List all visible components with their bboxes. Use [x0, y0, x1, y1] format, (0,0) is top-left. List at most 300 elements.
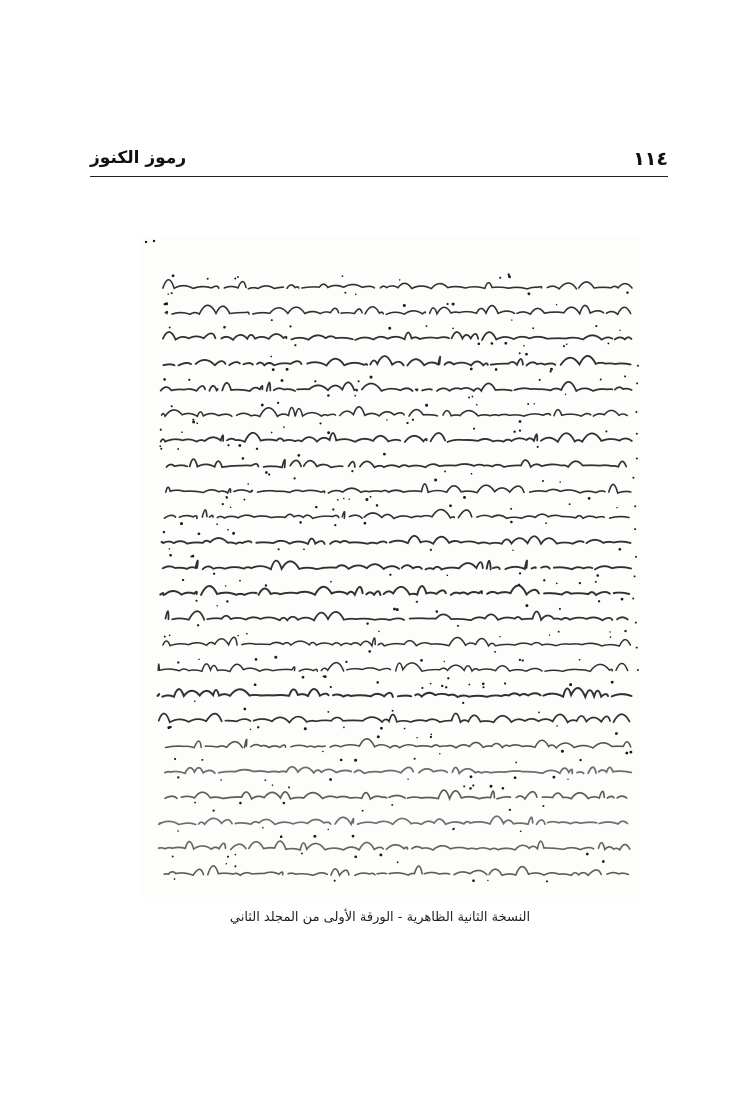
diacritic-dot: [452, 328, 454, 330]
figure-caption: النسخة الثانية الظاهرية - الورقة الأولى من المجلد الثاني: [229, 910, 531, 925]
diacritic-dot: [274, 656, 277, 659]
manuscript-stroke: [161, 637, 631, 646]
diacritic-dot: [414, 758, 416, 760]
diacritic-dot: [237, 276, 239, 278]
diacritic-dot: [379, 853, 382, 856]
diacritic-dot: [472, 879, 475, 882]
diacritic-dot: [473, 428, 475, 430]
diacritic-dot: [510, 508, 512, 510]
diacritic-dot: [181, 431, 183, 433]
manuscript-stroke: [162, 536, 631, 544]
diacritic-dot: [383, 453, 386, 456]
manuscript-line: [160, 477, 631, 501]
diacritic-dot: [490, 785, 493, 788]
diacritic-dot: [441, 685, 443, 687]
diacritic-dot: [602, 860, 605, 863]
diacritic-dot: [380, 727, 383, 730]
diacritic-dot: [388, 327, 391, 330]
diacritic-dot: [230, 506, 232, 508]
manuscript-stroke: [158, 561, 631, 570]
diacritic-dot: [407, 779, 408, 780]
diacritic-dot: [213, 573, 215, 575]
diacritic-dot: [301, 853, 303, 855]
diacritic-dot: [226, 497, 228, 499]
diacritic-dot: [177, 776, 179, 778]
manuscript-stroke: [160, 484, 631, 493]
running-header: [90, 148, 668, 174]
diacritic-dot: [393, 608, 396, 611]
manuscript-line: [155, 835, 630, 858]
diacritic-dot: [334, 880, 336, 882]
diacritic-dot: [354, 395, 356, 397]
diacritic-dot: [514, 776, 517, 779]
diacritic-dot: [549, 370, 551, 372]
diacritic-dot: [561, 750, 564, 753]
diacritic-dot: [527, 292, 530, 295]
diacritic-dot: [304, 727, 307, 730]
diacritic-dot: [232, 532, 235, 535]
diacritic-dot: [610, 636, 612, 638]
diacritic-dot: [342, 275, 344, 277]
diacritic-dot: [319, 422, 321, 424]
diacritic-dot: [392, 710, 394, 712]
manuscript-line: [159, 708, 630, 731]
diacritic-dot: [420, 659, 423, 662]
margin-mark: [634, 505, 636, 507]
diacritic-dot: [174, 758, 176, 760]
diacritic-dot: [625, 752, 628, 755]
diacritic-dot: [513, 431, 515, 433]
diacritic-dot: [327, 431, 330, 434]
margin-mark: [632, 598, 634, 600]
diacritic-dot: [519, 659, 521, 661]
manuscript-line: [166, 604, 628, 627]
diacritic-dot: [180, 522, 183, 525]
margin-mark: [636, 647, 638, 649]
manuscript-line: [162, 402, 628, 425]
diacritic-dot: [538, 711, 540, 713]
diacritic-dot: [163, 531, 165, 533]
diacritic-dot: [364, 522, 367, 525]
diacritic-dot: [569, 683, 572, 686]
diacritic-dot: [159, 445, 161, 447]
diacritic-dot: [271, 319, 273, 321]
diacritic-dot: [345, 661, 347, 663]
diacritic-dot: [330, 686, 332, 688]
diacritic-dot: [504, 682, 506, 684]
diacritic-dot: [511, 319, 512, 320]
manuscript-stroke: [155, 841, 630, 850]
diacritic-dot: [421, 687, 423, 689]
diacritic-dot: [406, 422, 408, 424]
manuscript-stroke: [165, 790, 627, 799]
diacritic-dot: [283, 802, 286, 805]
manuscript-line: [161, 375, 632, 398]
diacritic-dot: [216, 523, 218, 525]
diacritic-dot: [239, 802, 242, 805]
diacritic-dot: [539, 379, 541, 381]
manuscript-line: [166, 732, 633, 754]
diacritic-dot: [167, 726, 170, 729]
diacritic-dot: [293, 477, 295, 479]
diacritic-dot: [469, 787, 472, 790]
diacritic-dot: [389, 574, 391, 576]
diacritic-dot: [340, 759, 343, 762]
margin-mark: [635, 556, 637, 558]
diacritic-dot: [343, 727, 345, 729]
diacritic-dot: [537, 446, 539, 448]
diacritic-dot: [491, 342, 494, 345]
diacritic-dot: [169, 635, 171, 637]
margin-mark: [636, 382, 638, 384]
diacritic-dot: [509, 809, 511, 811]
diacritic-dot: [327, 711, 329, 713]
margin-mark: [153, 240, 155, 242]
diacritic-dot: [222, 503, 224, 505]
margin-mark: [634, 528, 636, 530]
manuscript-stroke: [159, 816, 628, 824]
diacritic-dot: [439, 753, 440, 754]
diacritic-dot: [510, 521, 513, 524]
diacritic-dot: [358, 380, 360, 382]
diacritic-dot: [470, 368, 473, 371]
diacritic-dot: [283, 426, 285, 428]
diacritic-dot: [449, 504, 452, 507]
diacritic-dot: [425, 404, 428, 407]
diacritic-dot: [370, 376, 373, 379]
diacritic-dot: [243, 499, 245, 501]
diacritic-dot: [468, 397, 470, 399]
diacritic-dot: [196, 422, 198, 424]
manuscript-line: [163, 352, 630, 372]
diacritic-dot: [619, 330, 620, 331]
diacritic-dot: [519, 352, 521, 354]
diacritic-dot: [508, 275, 511, 278]
margin-mark: [636, 458, 638, 460]
diacritic-dot: [552, 776, 555, 779]
diacritic-dot: [286, 368, 289, 371]
diacritic-dot: [264, 779, 266, 781]
diacritic-dot: [277, 402, 279, 404]
diacritic-dot: [463, 496, 466, 499]
manuscript-stroke: [162, 407, 628, 417]
diacritic-dot: [234, 865, 236, 867]
diacritic-dot: [527, 403, 529, 405]
diacritic-dot: [198, 658, 200, 660]
diacritic-dot: [262, 827, 264, 829]
diacritic-dot: [426, 325, 428, 327]
diacritic-dot: [280, 835, 283, 838]
diacritic-dot: [452, 828, 454, 830]
diacritic-dot: [169, 554, 172, 557]
diacritic-dot: [520, 830, 522, 832]
diacritic-dot: [588, 497, 591, 500]
diacritic-dot: [160, 429, 162, 431]
diacritic-dot: [329, 778, 332, 781]
diacritic-dot: [457, 625, 459, 627]
header-rule: [90, 176, 668, 177]
manuscript-line: [163, 325, 632, 347]
diacritic-dot: [525, 604, 528, 607]
diacritic-dot: [566, 343, 568, 345]
diacritic-dot: [297, 454, 300, 457]
diacritic-dot: [223, 326, 226, 329]
diacritic-dot: [487, 880, 488, 881]
diacritic-dot: [546, 880, 548, 882]
diacritic-dot: [366, 622, 368, 624]
manuscript-stroke: [167, 459, 627, 467]
diacritic-dot: [430, 683, 432, 685]
diacritic-dot: [234, 277, 236, 279]
diacritic-dot: [272, 784, 274, 786]
diacritic-dot: [519, 429, 521, 431]
manuscript-line: [159, 426, 631, 450]
diacritic-dot: [334, 524, 336, 526]
diacritic-dot: [201, 759, 203, 761]
diacritic-dot: [281, 379, 284, 382]
diacritic-dot: [278, 548, 280, 550]
diacritic-dot: [556, 583, 558, 585]
diacritic-dot: [315, 506, 317, 508]
diacritic-dot: [430, 734, 432, 736]
diacritic-dot: [163, 378, 166, 381]
diacritic-dot: [543, 579, 545, 581]
diacritic-dot: [332, 508, 334, 510]
diacritic-dot: [207, 278, 209, 280]
manuscript-stroke: [161, 382, 632, 391]
diacritic-dot: [579, 659, 581, 661]
diacritic-dot: [559, 608, 561, 610]
diacritic-dot: [343, 498, 345, 500]
diacritic-dot: [563, 345, 565, 347]
diacritic-dot: [542, 805, 544, 807]
manuscript-stroke: [165, 767, 631, 774]
diacritic-dot: [169, 327, 171, 329]
diacritic-dot: [595, 325, 597, 327]
diacritic-dot: [227, 856, 229, 858]
diacritic-dot: [257, 726, 259, 728]
diacritic-dot: [352, 835, 355, 838]
diacritic-dot: [558, 631, 560, 633]
diacritic-dot: [164, 636, 166, 638]
diacritic-dot: [403, 304, 406, 307]
diacritic-dot: [330, 581, 332, 583]
manuscript-stroke: [159, 866, 629, 876]
diacritic-dot: [434, 479, 437, 482]
margin-mark: [632, 477, 634, 479]
diacritic-dot: [227, 529, 229, 531]
diacritic-dot: [430, 549, 432, 551]
page-number: ١١٤: [633, 148, 668, 170]
margin-mark: [634, 575, 636, 577]
diacritic-dot: [618, 548, 621, 551]
diacritic-dot: [621, 598, 624, 601]
diacritic-dot: [609, 631, 610, 632]
diacritic-dot: [624, 375, 626, 377]
diacritic-dot: [519, 420, 522, 423]
diacritic-dot: [365, 498, 368, 501]
diacritic-dot: [171, 405, 173, 407]
diacritic-dot: [397, 861, 399, 863]
diacritic-dot: [164, 303, 166, 305]
manuscript-line: [158, 681, 632, 704]
diacritic-dot: [596, 574, 599, 577]
diacritic-dot: [518, 584, 520, 586]
diacritic-dot: [579, 582, 581, 584]
margin-mark: [145, 241, 147, 243]
diacritic-dot: [239, 580, 241, 582]
diacritic-dot: [445, 686, 447, 688]
diacritic-dot: [167, 293, 168, 294]
diacritic-dot: [452, 303, 455, 306]
diacritic-dot: [549, 634, 550, 635]
diacritic-dot: [314, 380, 316, 382]
manuscript-stroke: [165, 305, 630, 314]
diacritic-dot: [198, 532, 201, 535]
diacritic-dot: [348, 498, 349, 499]
diacritic-dot: [378, 631, 380, 633]
diacritic-dot: [242, 457, 245, 460]
diacritic-dot: [416, 737, 417, 738]
diacritic-dot: [444, 661, 445, 662]
diacritic-dot: [354, 855, 357, 858]
diacritic-dot: [327, 829, 328, 830]
diacritic-dot: [416, 601, 418, 603]
diacritic-dot: [472, 396, 474, 398]
diacritic-dot: [288, 786, 290, 788]
diacritic-dot: [250, 729, 252, 731]
diacritic-dot: [523, 345, 525, 347]
diacritic-dot: [226, 863, 228, 865]
diacritic-dot: [412, 419, 414, 421]
diacritic-dot: [478, 343, 481, 346]
diacritic-dot: [220, 779, 222, 781]
diacritic-dot: [470, 775, 473, 778]
diacritic-dot: [532, 327, 534, 329]
diacritic-dot: [355, 294, 357, 296]
diacritic-dot: [600, 379, 602, 381]
margin-mark: [637, 669, 639, 671]
diacritic-dot: [482, 682, 485, 685]
diacritic-dot: [195, 600, 197, 602]
manuscript-facsimile: [140, 236, 640, 898]
diacritic-dot: [213, 810, 215, 812]
diacritic-dot: [299, 521, 302, 524]
book-title: رموز الكنوز: [90, 148, 187, 168]
manuscript-stroke: [163, 332, 632, 340]
diacritic-dot: [289, 325, 291, 327]
diacritic-dot: [261, 404, 264, 407]
diacritic-dot: [327, 394, 330, 397]
diacritic-dot: [160, 448, 162, 450]
diacritic-dot: [567, 779, 568, 780]
diacritic-dot: [447, 677, 449, 679]
diacritic-dot: [192, 419, 194, 421]
diacritic-dot: [362, 810, 364, 812]
diacritic-dot: [192, 555, 195, 558]
diacritic-dot: [271, 432, 273, 434]
diacritic-dot: [303, 548, 305, 550]
diacritic-dot: [444, 470, 446, 472]
diacritic-dot: [376, 504, 379, 507]
diacritic-dot: [351, 470, 353, 472]
diacritic-dot: [502, 787, 505, 790]
diacritic-dot: [376, 681, 379, 684]
diacritic-dot: [550, 368, 553, 371]
diacritic-dot: [512, 549, 513, 550]
diacritic-dot: [476, 404, 478, 406]
diacritic-dot: [471, 473, 473, 475]
manuscript-line: [158, 554, 631, 577]
diacritic-dot: [463, 785, 465, 787]
diacritic-dot: [542, 480, 544, 482]
diacritic-dot: [545, 522, 547, 524]
manuscript-stroke: [163, 356, 630, 366]
diacritic-dot: [368, 650, 371, 653]
diacritic-dot: [595, 581, 597, 583]
diacritic-dot: [525, 353, 528, 356]
diacritic-dot: [237, 635, 238, 636]
manuscript-line: [167, 453, 627, 476]
diacritic-dot: [197, 624, 199, 626]
manuscript-handwriting: [140, 236, 640, 898]
diacritic-dot: [177, 830, 179, 832]
manuscript-line: [164, 503, 629, 526]
diacritic-dot: [468, 684, 470, 686]
diacritic-dot: [534, 403, 535, 404]
diacritic-dot: [556, 725, 558, 727]
diacritic-dot: [519, 572, 521, 574]
diacritic-dot: [226, 600, 228, 602]
diacritic-dot: [386, 419, 388, 421]
diacritic-dot: [337, 499, 339, 501]
manuscript-line: [159, 860, 629, 882]
diacritic-dot: [499, 636, 500, 637]
diacritic-dot: [396, 608, 399, 611]
diacritic-dot: [246, 633, 248, 635]
diacritic-dot: [377, 735, 380, 738]
manuscript-stroke: [163, 280, 632, 289]
diacritic-dot: [172, 274, 175, 277]
diacritic-dot: [268, 473, 270, 475]
diacritic-dot: [227, 444, 229, 446]
diacritic-dot: [504, 342, 507, 345]
diacritic-dot: [482, 686, 484, 688]
diacritic-dot: [556, 304, 557, 305]
diacritic-dot: [188, 379, 190, 381]
diacritic-dot: [272, 368, 275, 371]
diacritic-dot: [294, 344, 296, 346]
diacritic-dot: [447, 303, 449, 305]
diacritic-dot: [322, 751, 324, 753]
diacritic-dot: [446, 574, 448, 576]
diacritic-dot: [579, 759, 581, 761]
margin-mark: [636, 433, 638, 435]
diacritic-dot: [436, 610, 439, 613]
manuscript-stroke: [166, 611, 628, 620]
diacritic-dot: [177, 661, 179, 663]
diacritic-dot: [495, 368, 498, 371]
margin-mark: [635, 622, 637, 624]
manuscript-stroke: [159, 713, 630, 722]
diacritic-dot: [499, 277, 501, 279]
diacritic-dot: [605, 430, 607, 432]
manuscript-line: [161, 630, 631, 653]
diacritic-dot: [515, 762, 517, 764]
manuscript-line: [158, 656, 628, 680]
diacritic-dot: [182, 579, 184, 581]
diacritic-dot: [370, 496, 372, 498]
